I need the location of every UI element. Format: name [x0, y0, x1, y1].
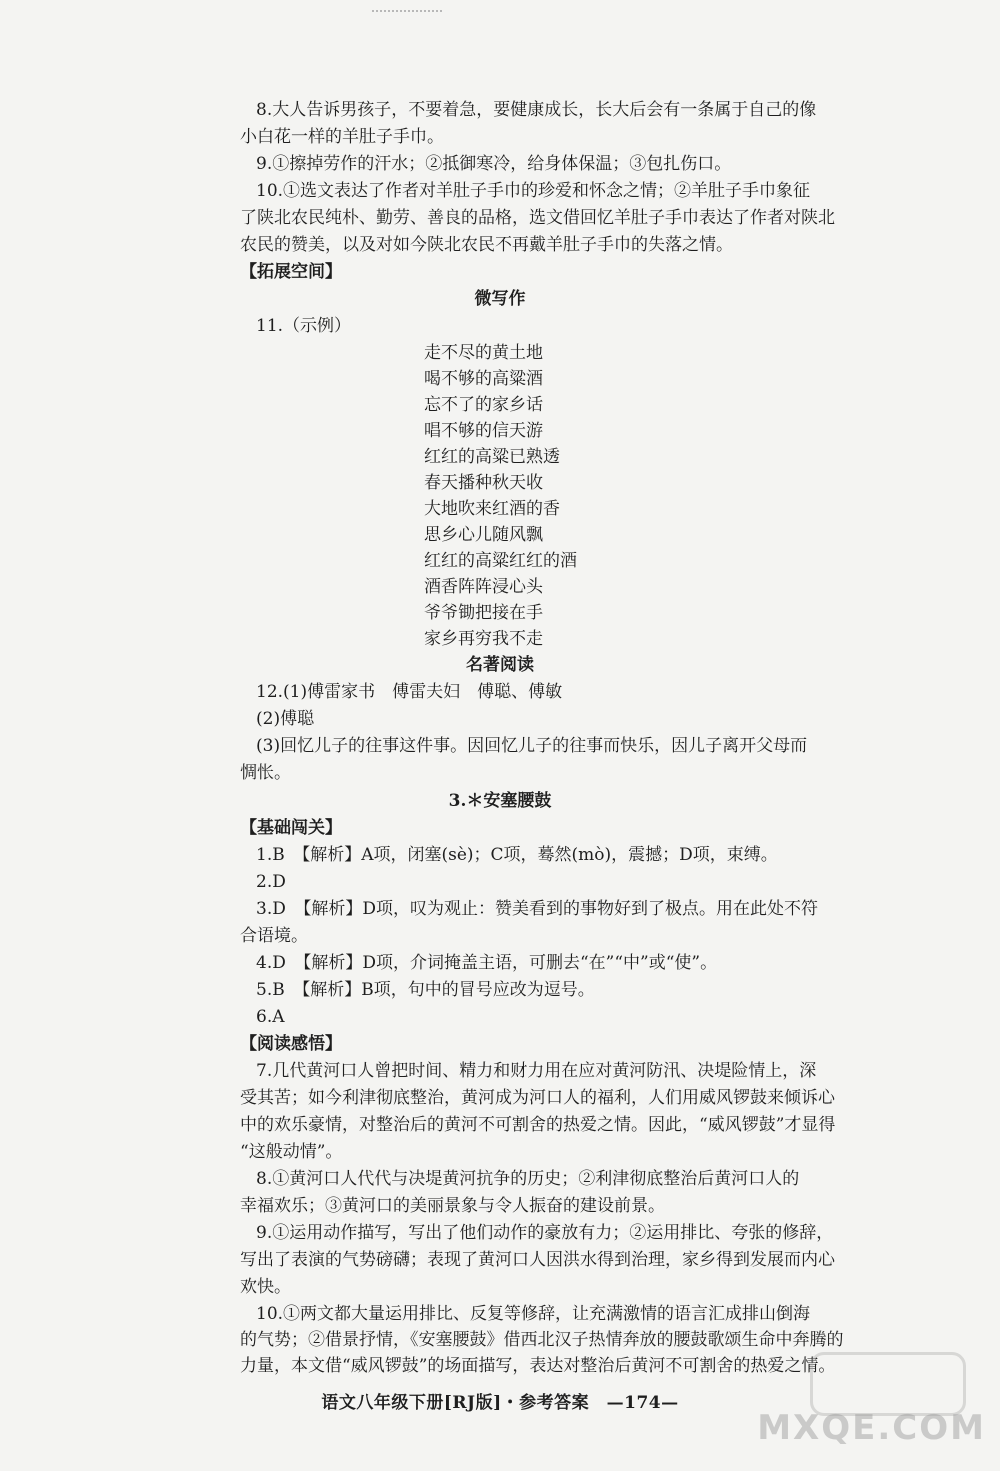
- basic-answer-6: 6.A: [256, 1007, 285, 1027]
- poem-line: 忘不了的家乡话: [424, 395, 543, 415]
- section-heading-reading: 【阅读感悟】: [240, 1034, 342, 1054]
- poem-line: 红红的高粱红红的酒: [424, 551, 577, 571]
- reading-answer-7-line4: “这般动情”。: [240, 1142, 343, 1162]
- reading-answer-9-line3: 欢快。: [240, 1277, 291, 1297]
- page-footer: 语文八年级下册[RJ版]・参考答案 —174—: [321, 1393, 679, 1413]
- reading-answer-10-line3: 力量，本文借“威风锣鼓”的场面描写，表达对整治后黄河不可割舍的热爱之情。: [240, 1356, 836, 1376]
- section-heading-expand: 【拓展空间】: [240, 262, 342, 282]
- subheading-classic-reading: 名著阅读: [466, 655, 534, 675]
- basic-answer-5: 5.B 【解析】B项，句中的冒号应改为逗号。: [256, 980, 595, 1000]
- answer-q11: 11.（示例）: [256, 316, 352, 336]
- answer-q8-line2: 小白花一样的羊肚子手巾。: [240, 127, 444, 147]
- basic-answer-1: 1.B 【解析】A项，闭塞(sè)；C项，蓦然(mò)，震撼；D项，束缚。: [256, 845, 778, 865]
- answer-q10-line1: 10.①选文表达了作者对羊肚子手巾的珍爱和怀念之情；②羊肚子手巾象征: [256, 181, 811, 201]
- answer-q12-part3-line2: 惆怅。: [240, 763, 291, 783]
- basic-answer-4: 4.D 【解析】D项，介词掩盖主语，可删去“在”“中”或“使”。: [256, 953, 718, 973]
- reading-answer-7-line3: 中的欢乐豪情，对整治后的黄河不可割舍的热爱之情。因此，“威风锣鼓”才显得: [240, 1115, 836, 1135]
- poem-line: 思乡心儿随风飘: [424, 525, 543, 545]
- watermark-text: MXQE.COM: [757, 1408, 986, 1448]
- answer-q10-line3: 农民的赞美，以及对如今陕北农民不再戴羊肚子手巾的失落之情。: [240, 235, 733, 255]
- reading-answer-10-line1: 10.①两文都大量运用排比、反复等修辞，让充满激情的语言汇成排山倒海: [256, 1304, 811, 1324]
- basic-answer-3-line1: 3.D 【解析】D项，叹为观止：赞美看到的事物好到了极点。用在此处不符: [256, 899, 818, 919]
- subheading-micro-writing: 微写作: [474, 289, 526, 309]
- poem-line: 红红的高粱已熟透: [424, 447, 560, 467]
- answer-q8-line1: 8.大人告诉男孩子，不要着急，要健康成长，长大后会有一条属于自己的像: [256, 100, 817, 120]
- answer-q9: 9.①擦掉劳作的汗水；②抵御寒冷，给身体保温；③包扎伤口。: [256, 154, 732, 174]
- answer-q10-line2: 了陕北农民纯朴、勤劳、善良的品格，选文借回忆羊肚子手巾表达了作者对陕北: [240, 208, 835, 228]
- reading-answer-8-line1: 8.①黄河口人代代与决堤黄河抗争的历史；②利津彻底整治后黄河口人的: [256, 1169, 800, 1189]
- reading-answer-9-line1: 9.①运用动作描写，写出了他们动作的豪放有力；②运用排比、夸张的修辞，: [256, 1223, 834, 1243]
- reading-answer-10-line2: 的气势；②借景抒情，《安塞腰鼓》借西北汉子热情奔放的腰鼓歌颂生命中奔腾的: [240, 1330, 844, 1350]
- reading-answer-8-line2: 幸福欢乐；③黄河口的美丽景象与令人振奋的建设前景。: [240, 1196, 665, 1216]
- answer-q12-part3-line1: (3)回忆儿子的往事这件事。因回忆儿子的往事而快乐，因儿子离开父母而: [256, 736, 808, 756]
- poem-line: 春天播种秋天收: [424, 473, 543, 493]
- poem-line: 家乡再穷我不走: [424, 629, 543, 649]
- poem-line: 酒香阵阵浸心头: [424, 577, 543, 597]
- poem-line: 唱不够的信天游: [424, 421, 543, 441]
- reading-answer-7-line2: 受其苦；如今利津彻底整治，黄河成为河口人的福利，人们用威风锣鼓来倾诉心: [240, 1088, 835, 1108]
- answer-q12-part1: 12.(1)傅雷家书 傅雷夫妇 傅聪、傅敏: [256, 682, 563, 702]
- scan-mark: [372, 10, 442, 18]
- poem-line: 爷爷锄把接在手: [424, 603, 543, 623]
- reading-answer-7-line1: 7.几代黄河口人曾把时间、精力和财力用在应对黄河防汛、决堤险情上，深: [256, 1061, 817, 1081]
- poem-line: 大地吹来红酒的香: [424, 499, 560, 519]
- basic-answer-3-line2: 合语境。: [240, 926, 308, 946]
- basic-answer-2: 2.D: [256, 872, 286, 892]
- section-heading-basic: 【基础闯关】: [240, 818, 342, 838]
- watermark-logo-icon: [810, 1352, 966, 1416]
- poem-line: 喝不够的高粱酒: [424, 369, 543, 389]
- lesson-title: 3.＊安塞腰鼓: [448, 791, 552, 811]
- reading-answer-9-line2: 写出了表演的气势磅礴；表现了黄河口人因洪水得到治理，家乡得到发展而内心: [240, 1250, 835, 1270]
- poem-line: 走不尽的黄土地: [424, 343, 543, 363]
- answer-q12-part2: (2)傅聪: [256, 709, 315, 729]
